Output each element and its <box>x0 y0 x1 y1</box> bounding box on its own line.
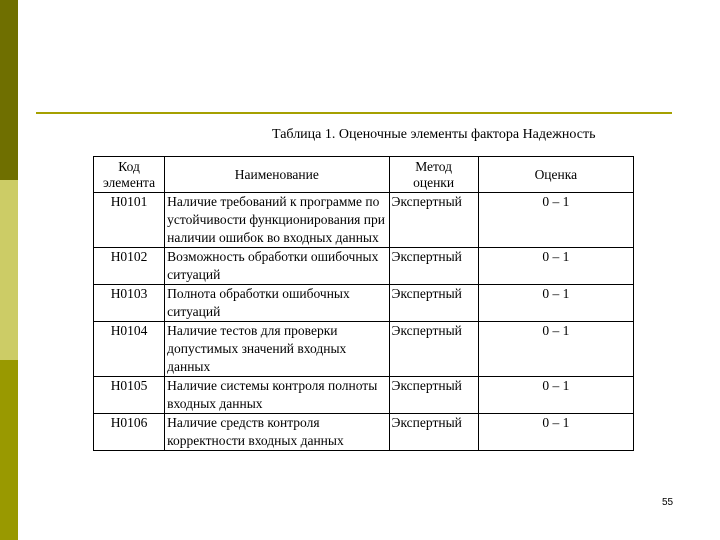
row-name: Возможность обработки ошибочных ситуаций <box>165 248 389 285</box>
row-name: Полнота обработки ошибочных ситуаций <box>165 285 389 322</box>
table-row <box>94 285 634 322</box>
page-number: 55 <box>662 497 674 508</box>
row-evaluation: 0 – 1 <box>478 377 633 414</box>
row-evaluation: 0 – 1 <box>478 322 633 377</box>
side-bar-middle-segment <box>0 180 18 360</box>
row-code: Н0101 <box>94 193 165 248</box>
header-method-line1: Метод <box>415 158 452 174</box>
table-caption: Таблица 1. Оценочные элементы фактора Надежность <box>272 127 596 142</box>
header-method-line2: оценки <box>413 174 455 190</box>
side-bar-top-segment <box>0 0 18 180</box>
table-row <box>94 193 634 248</box>
row-code: Н0106 <box>94 414 165 451</box>
row-code: Н0103 <box>94 285 165 322</box>
row-evaluation: 0 – 1 <box>478 248 633 285</box>
table-row <box>94 377 634 414</box>
table-viewport <box>93 156 635 484</box>
row-evaluation: 0 – 1 <box>478 414 633 451</box>
header-name: Наименование <box>165 157 389 193</box>
side-accent-bar <box>0 0 18 540</box>
row-name: Наличие тестов для проверки допустимых значений входных данных <box>165 322 389 377</box>
table-row <box>94 322 634 377</box>
row-evaluation: 0 – 1 <box>478 193 633 248</box>
row-method: Экспертный <box>389 248 478 285</box>
table-row <box>94 414 634 451</box>
row-name: Наличие требований к программе по устойчивости функционирования при наличии ошибок во входных данных <box>165 193 389 248</box>
row-code: Н0105 <box>94 377 165 414</box>
header-code <box>94 157 165 193</box>
header-evaluation: Оценка <box>478 157 633 193</box>
row-name: Наличие системы контроля полноты входных данных <box>165 377 389 414</box>
row-method: Экспертный <box>389 285 478 322</box>
header-method <box>389 157 478 193</box>
table-header-row <box>94 157 634 193</box>
header-code-line1: Код <box>118 158 140 174</box>
reliability-elements-table <box>93 156 634 451</box>
row-method: Экспертный <box>389 377 478 414</box>
row-code: Н0102 <box>94 248 165 285</box>
table-row <box>94 248 634 285</box>
row-method: Экспертный <box>389 414 478 451</box>
title-divider <box>36 112 672 114</box>
header-code-line2: элемента <box>103 174 156 190</box>
row-method: Экспертный <box>389 193 478 248</box>
row-code: Н0104 <box>94 322 165 377</box>
side-bar-bottom-segment <box>0 360 18 540</box>
row-method: Экспертный <box>389 322 478 377</box>
row-evaluation: 0 – 1 <box>478 285 633 322</box>
row-name: Наличие средств контроля корректности входных данных <box>165 414 389 451</box>
